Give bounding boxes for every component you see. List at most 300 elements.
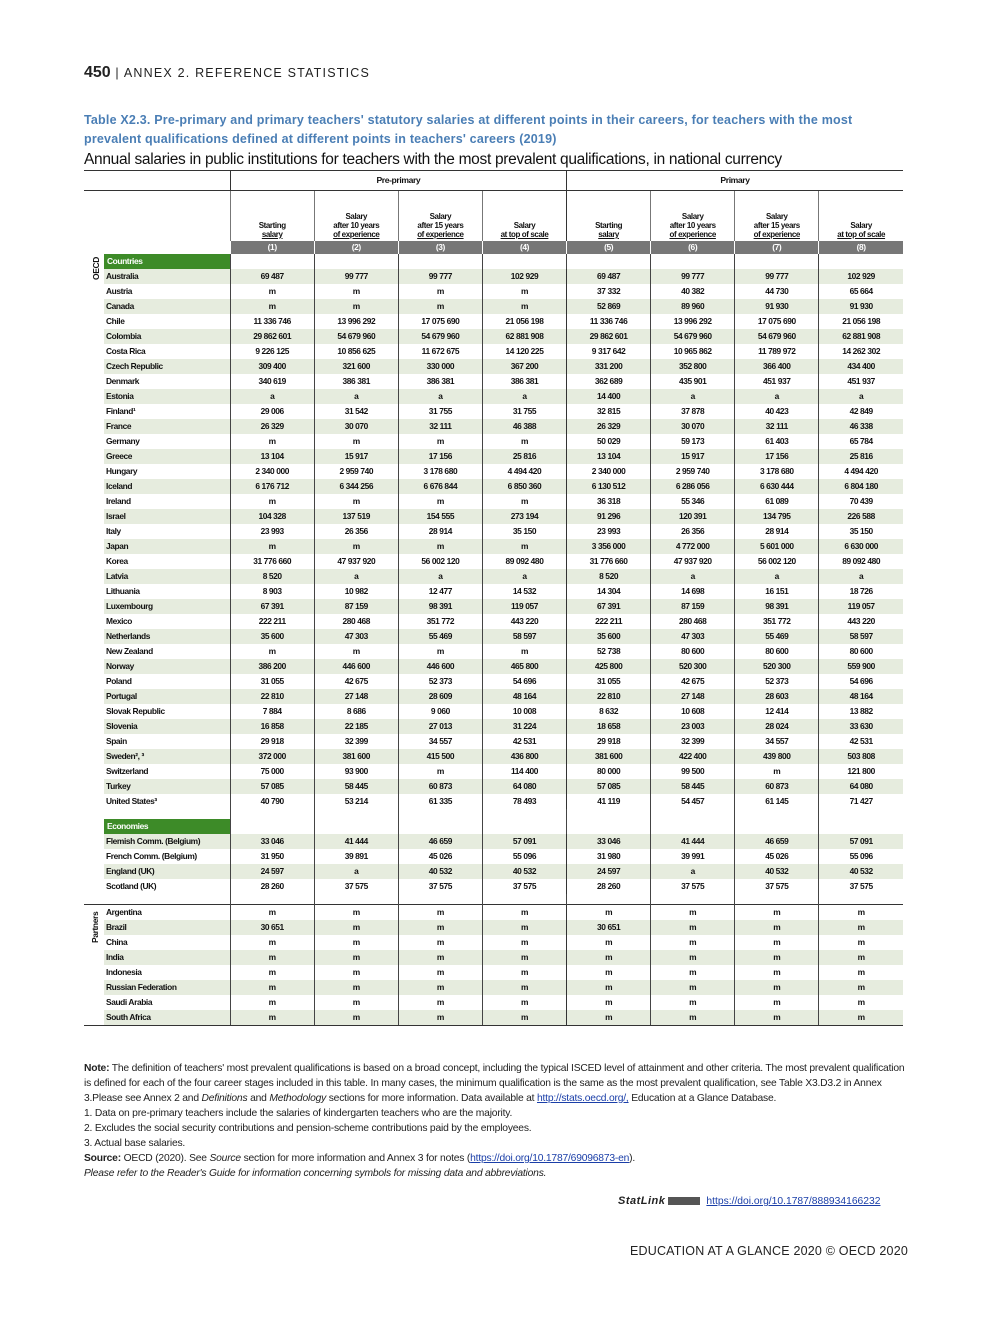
cell-value: 104 328: [230, 509, 314, 524]
cell-value: m: [735, 1010, 819, 1026]
cell-value: 119 057: [482, 599, 566, 614]
cell-value: m: [230, 950, 314, 965]
cell-value: m: [482, 284, 566, 299]
cell-value: 52 869: [567, 299, 651, 314]
cell-value: m: [819, 995, 903, 1010]
cell-value: 87 159: [314, 599, 398, 614]
cell-value: m: [230, 980, 314, 995]
row-label: Ireland: [106, 496, 131, 506]
cell-value: 119 057: [819, 599, 903, 614]
cell-value: 26 329: [567, 419, 651, 434]
cell-value: a: [398, 389, 482, 404]
cell-value: m: [398, 764, 482, 779]
row-label: Scotland (UK): [106, 881, 157, 891]
cell-value: 8 686: [314, 704, 398, 719]
row-label: Portugal: [104, 689, 230, 704]
cell-value: 59 173: [651, 434, 735, 449]
cell-value: 32 111: [398, 419, 482, 434]
cell-value: m: [314, 1010, 398, 1026]
cell-value: 9 226 125: [230, 344, 314, 359]
cell-value: 367 200: [482, 359, 566, 374]
statlink-logo: StatLink: [618, 1195, 666, 1207]
cell-value: m: [482, 539, 566, 554]
cell-value: 280 468: [314, 614, 398, 629]
cell-value: a: [398, 569, 482, 584]
column-header-line2: Starting: [595, 221, 623, 230]
cell-value: 137 519: [314, 509, 398, 524]
cell-value: 18 726: [819, 584, 903, 599]
row-label: French Comm. (Belgium): [106, 851, 197, 861]
cell-value: 54 679 960: [314, 329, 398, 344]
row-label: Denmark: [106, 376, 140, 386]
cell-value: 46 388: [482, 419, 566, 434]
column-index: (5): [567, 241, 651, 254]
cell-value: 57 085: [230, 779, 314, 794]
cell-value: 37 575: [398, 879, 482, 894]
cell-value: 35 600: [230, 629, 314, 644]
cell-value: m: [314, 284, 398, 299]
cell-value: 6 630 000: [819, 539, 903, 554]
cell-value: 372 000: [230, 749, 314, 764]
table-row: [84, 509, 903, 524]
cell-value: m: [651, 995, 735, 1010]
cell-value: 48 164: [482, 689, 566, 704]
cell-value: 27 148: [314, 689, 398, 704]
cell-value: 30 651: [230, 920, 314, 935]
cell-value: 10 982: [314, 584, 398, 599]
cell-value: 39 991: [651, 849, 735, 864]
table-row: [84, 734, 903, 749]
cell-value: m: [651, 965, 735, 980]
cell-value: m: [482, 644, 566, 659]
cell-value: 42 675: [651, 674, 735, 689]
cell-value: 451 937: [735, 374, 819, 389]
cell-value: 54 696: [482, 674, 566, 689]
table-row: [84, 269, 903, 284]
cell-value: 55 096: [819, 849, 903, 864]
statlink-url[interactable]: https://doi.org/10.1787/888934166232: [706, 1196, 881, 1207]
source-doi-link[interactable]: https://doi.org/10.1787/69096873-en: [470, 1153, 630, 1164]
category-countries: [104, 254, 230, 269]
cell-value: 26 356: [314, 524, 398, 539]
cell-value: 91 930: [735, 299, 819, 314]
cell-value: 99 777: [314, 269, 398, 284]
cell-value: 31 755: [398, 404, 482, 419]
cell-value: a: [314, 864, 398, 879]
column-header-line3: of experience: [417, 230, 464, 239]
cell-value: 17 075 690: [735, 314, 819, 329]
cell-value: 32 399: [651, 734, 735, 749]
cell-value: 443 220: [482, 614, 566, 629]
side-label-oecd: OECD: [91, 257, 101, 280]
cell-value: 362 689: [567, 374, 651, 389]
row-label: Japan: [104, 539, 230, 554]
cell-value: m: [819, 950, 903, 965]
cell-value: 9 060: [398, 704, 482, 719]
cell-value: 436 800: [482, 749, 566, 764]
cell-value: 37 878: [651, 404, 735, 419]
row-label: Latvia: [104, 569, 230, 584]
cell-value: 33 046: [567, 834, 651, 849]
row-label: Finland¹: [106, 406, 136, 416]
cell-value: 36 318: [567, 494, 651, 509]
cell-value: 58 445: [651, 779, 735, 794]
cell-value: m: [398, 299, 482, 314]
cell-value: 11 336 746: [567, 314, 651, 329]
row-label: Mexico: [106, 616, 133, 626]
table-row: [84, 284, 903, 299]
cell-value: m: [230, 905, 314, 921]
cell-value: 331 200: [567, 359, 651, 374]
cell-value: m: [735, 764, 819, 779]
cell-value: 30 651: [567, 920, 651, 935]
cell-value: 102 929: [482, 269, 566, 284]
cell-value: 3 178 680: [398, 464, 482, 479]
table-row: [84, 1010, 903, 1026]
cell-value: 23 993: [567, 524, 651, 539]
cell-value: 64 080: [819, 779, 903, 794]
cell-value: 273 194: [482, 509, 566, 524]
cell-value: m: [819, 905, 903, 921]
cell-value: 381 600: [567, 749, 651, 764]
cell-value: 60 873: [398, 779, 482, 794]
table-row: [84, 539, 903, 554]
category-label: Economies: [104, 819, 230, 834]
group-header-primary: Primary: [567, 171, 903, 191]
column-header-line2: Salary: [850, 221, 872, 230]
cell-value: 32 399: [314, 734, 398, 749]
table-row: [84, 494, 903, 509]
cell-value: 321 600: [314, 359, 398, 374]
table-subtitle: Annual salaries in public institutions for teachers with the most prevalent qualifications, in national currency: [84, 151, 782, 168]
row-label: Australia: [104, 269, 230, 284]
cell-value: m: [230, 935, 314, 950]
cell-value: 91 930: [819, 299, 903, 314]
row-label: Slovak Republic: [106, 706, 165, 716]
page-footer: EDUCATION AT A GLANCE 2020 © OECD 2020: [629, 1244, 908, 1258]
cell-value: 40 532: [482, 864, 566, 879]
cell-value: 67 391: [230, 599, 314, 614]
table-row: [84, 879, 903, 894]
table-row: [84, 329, 903, 344]
cell-value: 65 784: [819, 434, 903, 449]
cell-value: m: [735, 965, 819, 980]
cell-value: m: [819, 980, 903, 995]
cell-value: 18 658: [567, 719, 651, 734]
row-label: Saudi Arabia: [106, 997, 153, 1007]
cell-value: 352 800: [651, 359, 735, 374]
cell-value: m: [230, 284, 314, 299]
table-row: [84, 995, 903, 1010]
cell-value: 35 150: [819, 524, 903, 539]
cell-value: m: [398, 539, 482, 554]
cell-value: m: [819, 920, 903, 935]
table-row: [84, 479, 903, 494]
cell-value: m: [482, 950, 566, 965]
cell-value: 520 300: [735, 659, 819, 674]
cell-value: 14 532: [482, 584, 566, 599]
table-row: [84, 689, 903, 704]
cell-value: 41 119: [567, 794, 651, 809]
cell-value: 31 980: [567, 849, 651, 864]
cell-value: m: [735, 980, 819, 995]
cell-value: m: [482, 935, 566, 950]
cell-value: 65 664: [819, 284, 903, 299]
cell-value: m: [398, 935, 482, 950]
cell-value: 415 500: [398, 749, 482, 764]
column-header-line2: after 15 years: [417, 221, 464, 230]
cell-value: m: [230, 644, 314, 659]
cell-value: 14 120 225: [482, 344, 566, 359]
cell-value: 93 900: [314, 764, 398, 779]
cell-value: 6 176 712: [230, 479, 314, 494]
cell-value: m: [314, 494, 398, 509]
cell-value: 446 600: [314, 659, 398, 674]
cell-value: 29 862 601: [230, 329, 314, 344]
statlink-icon: [668, 1197, 700, 1205]
cell-value: 71 427: [819, 794, 903, 809]
cell-value: 58 597: [819, 629, 903, 644]
cell-value: 31 224: [482, 719, 566, 734]
cell-value: m: [314, 644, 398, 659]
row-label: Spain: [106, 736, 127, 746]
cell-value: 8 520: [567, 569, 651, 584]
cell-value: 30 070: [314, 419, 398, 434]
column-header-line1: Salary: [765, 212, 788, 221]
cell-value: 434 400: [819, 359, 903, 374]
cell-value: 57 085: [567, 779, 651, 794]
cell-value: m: [398, 980, 482, 995]
column-header: [314, 191, 398, 242]
cell-value: m: [398, 434, 482, 449]
cell-value: m: [314, 935, 398, 950]
cell-value: 17 075 690: [398, 314, 482, 329]
row-label: France: [104, 419, 230, 434]
footnote-2: 2. Excludes the social security contributions and pension-scheme contributions paid by the employees.: [84, 1123, 532, 1134]
cell-value: 6 286 056: [651, 479, 735, 494]
cell-value: 37 332: [567, 284, 651, 299]
cell-value: 422 400: [651, 749, 735, 764]
cell-value: m: [314, 299, 398, 314]
cell-value: 13 104: [567, 449, 651, 464]
column-header: [398, 191, 482, 242]
cell-value: 35 600: [567, 629, 651, 644]
cell-value: m: [567, 1010, 651, 1026]
cell-value: 46 659: [735, 834, 819, 849]
cell-value: 386 200: [230, 659, 314, 674]
cell-value: 28 914: [735, 524, 819, 539]
cell-value: 4 772 000: [651, 539, 735, 554]
column-index: (6): [651, 241, 735, 254]
cell-value: 8 520: [230, 569, 314, 584]
table-row: [84, 965, 903, 980]
cell-value: 23 993: [230, 524, 314, 539]
row-label: Norway: [104, 659, 230, 674]
cell-value: 99 777: [651, 269, 735, 284]
cell-value: 31 776 660: [230, 554, 314, 569]
cell-value: 40 423: [735, 404, 819, 419]
row-label: Estonia: [104, 389, 230, 404]
cell-value: m: [398, 905, 482, 921]
cell-value: 6 344 256: [314, 479, 398, 494]
cell-value: 99 777: [398, 269, 482, 284]
column-header-line3: of experience: [669, 230, 716, 239]
column-header-line3: at top of scale: [837, 230, 886, 239]
column-header: [819, 191, 903, 242]
category-economies: [104, 819, 230, 834]
cell-value: m: [482, 965, 566, 980]
cell-value: 309 400: [230, 359, 314, 374]
row-label: Sweden², ³: [104, 749, 230, 764]
cell-value: 46 659: [398, 834, 482, 849]
cell-value: 87 159: [651, 599, 735, 614]
stats-link[interactable]: http://stats.oecd.org/,: [537, 1093, 629, 1104]
cell-value: 55 469: [735, 629, 819, 644]
cell-value: 3 356 000: [567, 539, 651, 554]
cell-value: 386 381: [482, 374, 566, 389]
cell-value: 443 220: [819, 614, 903, 629]
cell-value: m: [567, 995, 651, 1010]
cell-value: 520 300: [651, 659, 735, 674]
cell-value: 54 696: [819, 674, 903, 689]
section-name: ANNEX 2. REFERENCE STATISTICS: [123, 66, 371, 80]
table-row: [84, 464, 903, 479]
cell-value: 31 950: [230, 849, 314, 864]
cell-value: 57 091: [482, 834, 566, 849]
cell-value: 366 400: [735, 359, 819, 374]
cell-value: m: [651, 920, 735, 935]
row-label: Colombia: [104, 329, 230, 344]
cell-value: 37 575: [651, 879, 735, 894]
cell-value: 32 111: [735, 419, 819, 434]
cell-value: 226 588: [819, 509, 903, 524]
table-row: [84, 599, 903, 614]
cell-value: 52 738: [567, 644, 651, 659]
cell-value: m: [230, 1010, 314, 1026]
cell-value: a: [819, 389, 903, 404]
table-row: [84, 644, 903, 659]
cell-value: 37 575: [819, 879, 903, 894]
cell-value: 41 444: [651, 834, 735, 849]
cell-value: 33 046: [230, 834, 314, 849]
table-row: [84, 314, 903, 329]
row-label: Canada: [104, 299, 230, 314]
cell-value: 33 630: [819, 719, 903, 734]
cell-value: 11 672 675: [398, 344, 482, 359]
cell-value: 12 477: [398, 584, 482, 599]
row-label: Hungary: [106, 466, 138, 476]
cell-value: 24 597: [230, 864, 314, 879]
cell-value: 114 400: [482, 764, 566, 779]
table-row: [84, 849, 903, 864]
cell-value: 280 468: [651, 614, 735, 629]
column-header-line1: Salary: [345, 212, 368, 221]
cell-value: m: [735, 905, 819, 921]
cell-value: 34 557: [735, 734, 819, 749]
row-label: Poland: [106, 676, 132, 686]
cell-value: 30 070: [651, 419, 735, 434]
row-label: India: [104, 950, 230, 965]
row-label: Flemish Comm. (Belgium): [104, 834, 230, 849]
page-number: 450: [84, 64, 111, 81]
table-row: [84, 834, 903, 849]
category-label: Countries: [104, 254, 230, 269]
cell-value: a: [314, 569, 398, 584]
cell-value: 22 185: [314, 719, 398, 734]
cell-value: 69 487: [567, 269, 651, 284]
cell-value: m: [567, 950, 651, 965]
cell-value: 61 335: [398, 794, 482, 809]
cell-value: 465 800: [482, 659, 566, 674]
cell-value: 222 211: [230, 614, 314, 629]
cell-value: 54 679 960: [398, 329, 482, 344]
cell-value: a: [482, 569, 566, 584]
table-row: [84, 344, 903, 359]
cell-value: 40 532: [398, 864, 482, 879]
cell-value: m: [482, 494, 566, 509]
cell-value: 31 755: [482, 404, 566, 419]
cell-value: 37 575: [314, 879, 398, 894]
cell-value: m: [735, 950, 819, 965]
cell-value: 6 630 444: [735, 479, 819, 494]
cell-value: 67 391: [567, 599, 651, 614]
cell-value: 14 698: [651, 584, 735, 599]
cell-value: 2 340 000: [567, 464, 651, 479]
cell-value: m: [651, 950, 735, 965]
cell-value: 10 608: [651, 704, 735, 719]
cell-value: m: [651, 935, 735, 950]
cell-value: 4 494 420: [819, 464, 903, 479]
footnote-1: 1. Data on pre-primary teachers include the salaries of kindergarten teachers who are the majority.: [84, 1108, 513, 1119]
cell-value: 13 882: [819, 704, 903, 719]
row-label: Switzerland: [106, 766, 149, 776]
cell-value: a: [230, 389, 314, 404]
cell-value: 446 600: [398, 659, 482, 674]
cell-value: 28 024: [735, 719, 819, 734]
cell-value: 22 810: [230, 689, 314, 704]
row-label: Slovenia: [104, 719, 230, 734]
table-row: [84, 419, 903, 434]
cell-value: 54 457: [651, 794, 735, 809]
cell-value: 57 091: [819, 834, 903, 849]
cell-value: 60 873: [735, 779, 819, 794]
row-label: Chile: [106, 316, 125, 326]
row-label: Russian Federation: [104, 980, 230, 995]
cell-value: 54 679 960: [735, 329, 819, 344]
column-index: (4): [482, 241, 566, 254]
cell-value: m: [482, 995, 566, 1010]
cell-value: 17 156: [398, 449, 482, 464]
cell-value: 28 260: [230, 879, 314, 894]
row-label: Italy: [106, 526, 121, 536]
column-index: (3): [398, 241, 482, 254]
row-label: Argentina: [104, 905, 230, 921]
cell-value: 80 600: [735, 644, 819, 659]
column-header-line3: salary: [261, 230, 283, 239]
table-row: [84, 920, 903, 935]
column-index: (1): [230, 241, 314, 254]
cell-value: 7 884: [230, 704, 314, 719]
table-row: [84, 554, 903, 569]
cell-value: 12 414: [735, 704, 819, 719]
cell-value: 6 676 844: [398, 479, 482, 494]
cell-value: 22 810: [567, 689, 651, 704]
cell-value: m: [398, 494, 482, 509]
cell-value: 439 800: [735, 749, 819, 764]
cell-value: 75 000: [230, 764, 314, 779]
table-row: [84, 449, 903, 464]
cell-value: m: [230, 539, 314, 554]
